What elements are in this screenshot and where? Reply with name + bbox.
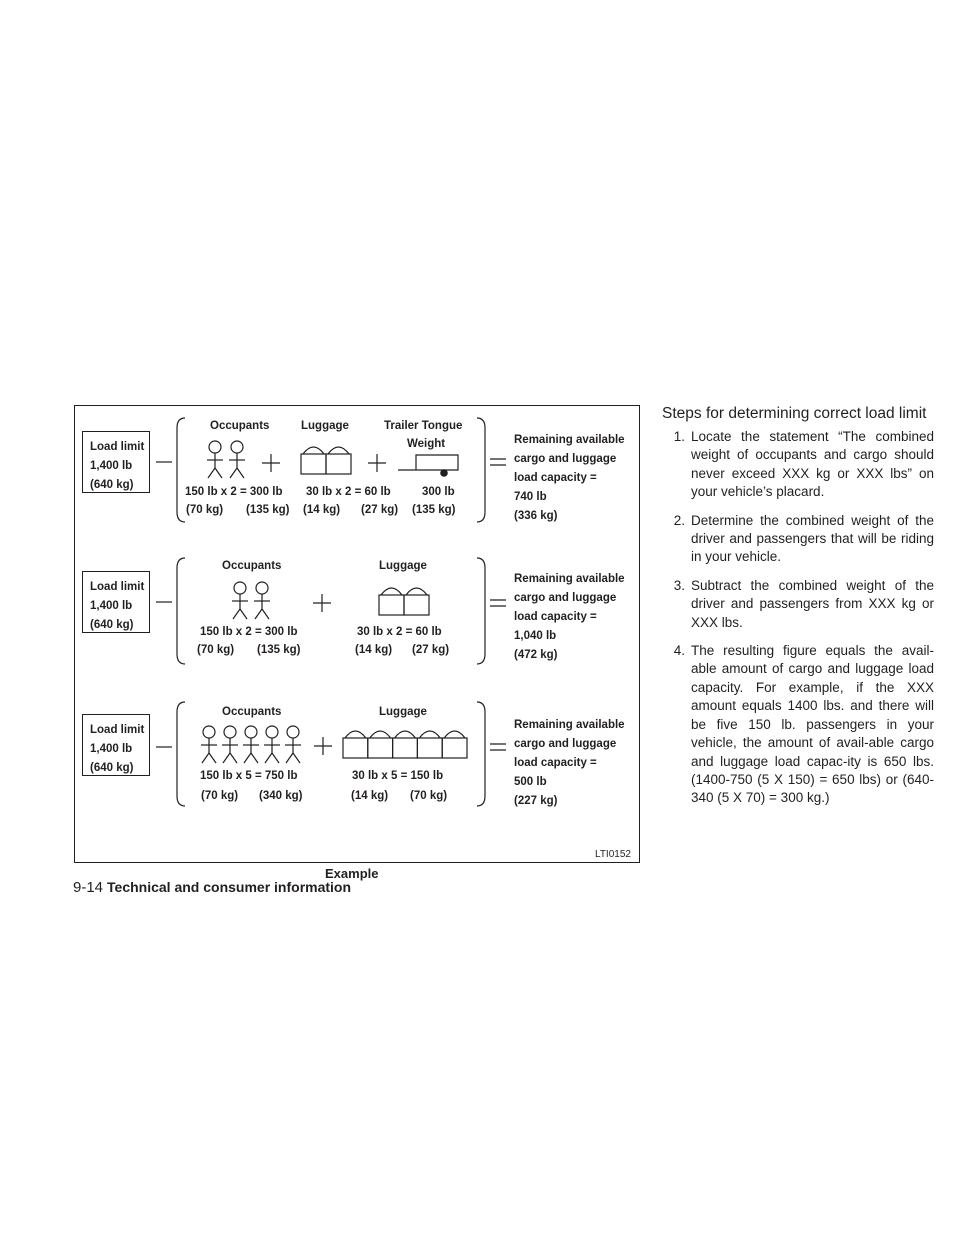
- person-icon: [229, 441, 245, 478]
- person-icon: [285, 726, 301, 763]
- result-line: load capacity =: [514, 757, 597, 769]
- occupants-kg: (70 kg): [197, 644, 235, 656]
- luggage-icon: [442, 731, 467, 758]
- step-text: Locate the statement “The combined weight of occupants and cargo should never exceed XXX kg or XXX lbs” on your vehicle’s placard.: [691, 429, 934, 500]
- step-item: [662, 577, 934, 632]
- load-limit-box-3: [82, 714, 150, 776]
- luggage-icon: [326, 447, 351, 474]
- person-icon: [222, 726, 238, 763]
- step-text: Determine the combined weight of the driver and passengers that will be riding in your vehicle.: [691, 512, 934, 565]
- right-bracket: [477, 418, 485, 522]
- result-1: [514, 431, 625, 526]
- result-line: Remaining available: [514, 719, 625, 731]
- occupants-total-kg: (135 kg): [257, 644, 301, 656]
- person-icon: [232, 582, 248, 619]
- figure-id: LTI0152: [595, 849, 631, 860]
- load-limit-kg: (640 kg): [90, 762, 134, 774]
- result-line: cargo and luggage: [514, 592, 617, 604]
- result-line: cargo and luggage: [514, 738, 617, 750]
- luggage-kg: (14 kg): [355, 644, 393, 656]
- luggage-icon: [368, 731, 393, 758]
- occupants-label: Occupants: [222, 706, 282, 718]
- result-value-lb: 1,040 lb: [514, 630, 557, 642]
- luggage-calc: 30 lb x 2 = 60 lb: [357, 626, 442, 638]
- equals-sign: [490, 600, 506, 606]
- luggage-label: Luggage: [301, 420, 349, 432]
- occupants-kg: (70 kg): [201, 790, 239, 802]
- load-limit-figure: [74, 405, 640, 863]
- result-2: [514, 570, 625, 665]
- steps-section: [662, 405, 934, 818]
- luggage-total-kg: (27 kg): [412, 644, 450, 656]
- load-limit-lb: 1,400 lb: [90, 460, 133, 472]
- step-text: The resulting figure equals the avail-able amount of cargo and luggage load capacity. For example, if the XXX amount equals 1400 lbs. and there will be five 150 lb. passengers in your vehicle, the amount of avail-able cargo and luggage load capac-ity is 650 lbs. (1400-750 (5 X 150) = 650 lbs) or (640-340 (5 X 70) = 300 kg.): [691, 643, 934, 806]
- plus-sign: [314, 737, 332, 755]
- load-limit-lb: 1,400 lb: [90, 600, 133, 612]
- result-value-lb: 740 lb: [514, 491, 547, 503]
- left-bracket: [177, 702, 185, 806]
- result-line: cargo and luggage: [514, 453, 617, 465]
- right-bracket: [477, 558, 485, 664]
- luggage-icon: [343, 731, 368, 758]
- equals-sign: [490, 744, 506, 750]
- result-value-lb: 500 lb: [514, 776, 547, 788]
- plus-sign: [262, 454, 280, 472]
- step-number: 3.: [673, 577, 685, 593]
- plus-sign: [313, 594, 331, 612]
- plus-sign: [368, 454, 386, 472]
- left-bracket: [177, 558, 185, 664]
- luggage-label: Luggage: [379, 706, 427, 718]
- luggage-icon: [301, 447, 326, 474]
- steps-heading: Steps for determining correct load limit: [662, 405, 927, 422]
- trailer-kg: (135 kg): [412, 504, 456, 516]
- person-icon: [207, 441, 223, 478]
- step-number: 4.: [673, 643, 685, 659]
- result-line: load capacity =: [514, 611, 597, 623]
- luggage-kg: (14 kg): [303, 504, 341, 516]
- result-line: Remaining available: [514, 434, 625, 446]
- luggage-label: Luggage: [379, 560, 427, 572]
- step-text: Subtract the combined weight of the driver and passengers from XXX kg or XXX lbs.: [691, 577, 934, 630]
- load-limit-label: Load limit: [90, 724, 145, 736]
- person-icon: [264, 726, 280, 763]
- trailer-label-weight: Weight: [407, 438, 446, 450]
- person-icon: [201, 726, 217, 763]
- person-icon: [254, 582, 270, 619]
- result-value-kg: (227 kg): [514, 795, 558, 807]
- occupants-label: Occupants: [210, 420, 270, 432]
- load-limit-kg: (640 kg): [90, 619, 134, 631]
- luggage-calc: 30 lb x 2 = 60 lb: [306, 486, 391, 498]
- luggage-kg: (14 kg): [351, 790, 389, 802]
- trailer-value: 300 lb: [422, 486, 455, 498]
- equals-sign: [490, 459, 506, 465]
- page-number: 9-14: [73, 879, 104, 896]
- load-limit-label: Load limit: [90, 581, 145, 593]
- luggage-icon: [417, 731, 442, 758]
- load-limit-box-2: [82, 571, 150, 633]
- section-title: Technical and consumer information: [107, 879, 352, 895]
- luggage-total-kg: (70 kg): [410, 790, 448, 802]
- left-bracket: [177, 418, 185, 522]
- load-limit-kg: (640 kg): [90, 479, 134, 491]
- luggage-icon: [404, 588, 429, 615]
- occupants-total-kg: (340 kg): [259, 790, 303, 802]
- luggage-total-kg: (27 kg): [361, 504, 399, 516]
- occupants-kg: (70 kg): [186, 504, 224, 516]
- step-number: 2.: [673, 512, 685, 528]
- step-number: 1.: [673, 429, 685, 444]
- occupants-label: Occupants: [222, 560, 282, 572]
- step-item: [662, 642, 934, 808]
- load-limit-box-1: [82, 431, 150, 493]
- result-value-kg: (472 kg): [514, 649, 558, 661]
- result-3: [514, 716, 625, 811]
- step-item: [662, 512, 934, 567]
- person-icon: [243, 726, 259, 763]
- occupants-calc: 150 lb x 2 = 300 lb: [185, 486, 283, 498]
- trailer-icon: [398, 455, 458, 470]
- trailer-hitch-ball: [441, 470, 447, 476]
- page-footer: [73, 879, 351, 896]
- trailer-label: Trailer Tongue: [384, 420, 463, 432]
- occupants-calc: 150 lb x 5 = 750 lb: [200, 770, 298, 782]
- luggage-icon: [393, 731, 418, 758]
- luggage-icon: [379, 588, 404, 615]
- occupants-total-kg: (135 kg): [246, 504, 290, 516]
- right-bracket: [477, 702, 485, 806]
- step-item: [662, 428, 934, 502]
- load-limit-lb: 1,400 lb: [90, 743, 133, 755]
- occupants-calc: 150 lb x 2 = 300 lb: [200, 626, 298, 638]
- steps-list: [662, 428, 934, 808]
- result-value-kg: (336 kg): [514, 510, 558, 522]
- result-line: Remaining available: [514, 573, 625, 585]
- result-line: load capacity =: [514, 472, 597, 484]
- luggage-calc: 30 lb x 5 = 150 lb: [352, 770, 444, 782]
- load-limit-label: Load limit: [90, 441, 145, 453]
- figure-caption: Example: [325, 866, 379, 881]
